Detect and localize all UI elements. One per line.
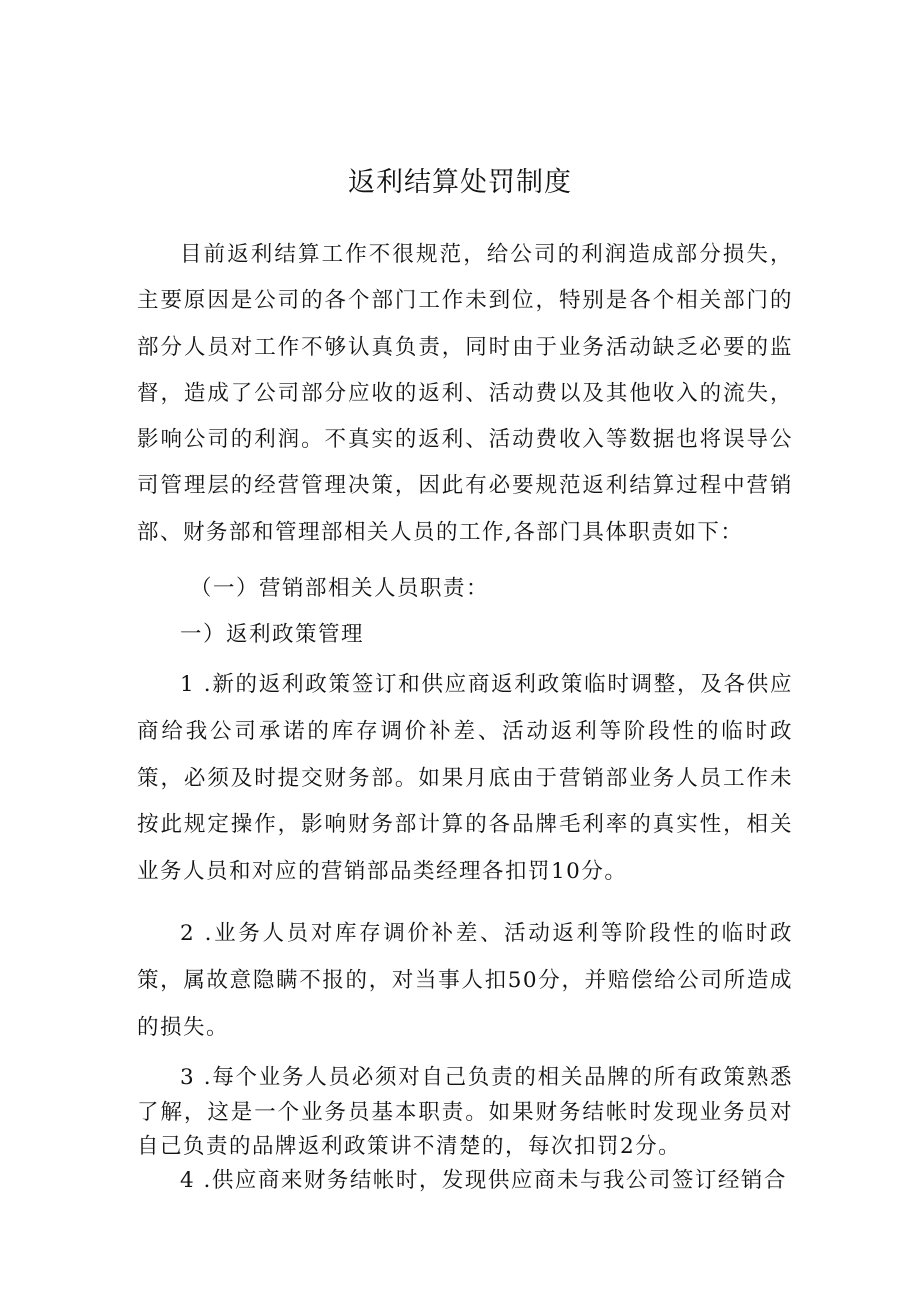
rule-item-1: 1 .新的返利政策签订和供应商返利政策临时调整，及各供应商给我公司承诺的库存调价补差、活动返利等阶段性的临时政策，必须及时提交财务部。如果月底由于营销部业务人员工作未按此规定操作，影响财务部计算的各品牌毛利率的真实性，相关业务人员和对应的营销部品类经理各扣罚10分。 bbox=[137, 672, 793, 885]
intro-paragraph: 目前返利结算工作不很规范，给公司的利润造成部分损失，主要原因是公司的各个部门工作未到位，特别是各个相关部门的部分人员对工作不够认真负责，同时由于业务活动缺乏必要的监督，造成了公司部分应收的返利、活动费以及其他收入的流失，影响公司的利润。不真实的返利、活动费收入等数据也将误导公司管理层的经营管理决策，因此有必要规范返利结算过程中营销部、财务部和管理部相关人员的工作,各部门具体职责如下： bbox=[137, 242, 793, 545]
rule-item-4: 4 .供应商来财务结帐时，发现供应商未与我公司签订经销合 bbox=[180, 1168, 787, 1193]
rule-item-3: 3 .每个业务人员必须对自己负责的相关品牌的所有政策熟悉了解，这是一个业务员基本职责。如果财务结帐时发现业务员对自己负责的品牌返利政策讲不清楚的，每次扣罚2分。 bbox=[137, 1065, 793, 1159]
rule-item-2: 2 .业务人员对库存调价补差、活动返利等阶段性的临时政策，属故意隐瞒不报的，对当事人扣50分，并赔偿给公司所造成的损失。 bbox=[137, 921, 793, 1040]
subsection-heading: 一）返利政策管理 bbox=[180, 622, 365, 647]
section-heading: （一）营销部相关人员职责： bbox=[190, 576, 490, 601]
document-title: 返利结算处罚制度 bbox=[348, 167, 572, 198]
